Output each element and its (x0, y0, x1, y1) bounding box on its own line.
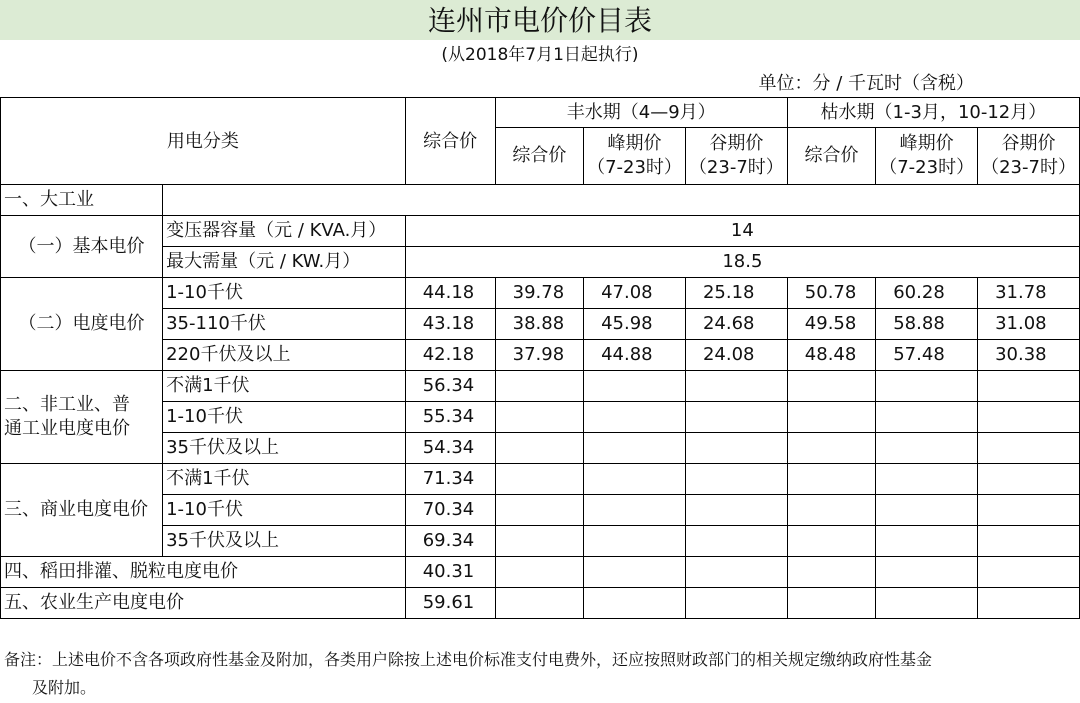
price-cell: 30.38 (978, 340, 1080, 371)
header-wet-combined: 综合价 (495, 128, 583, 185)
section-large-industry: 一、大工业 (1, 185, 163, 216)
footnote (4, 646, 1074, 702)
value-transformer: 14 (405, 216, 1079, 247)
section-basic-price: （一）基本电价 (1, 216, 163, 278)
row-label: 35千伏及以上 (163, 433, 406, 464)
price-cell: 47.08 (584, 278, 686, 309)
row-label-transformer: 变压器容量（元 / KVA.月） (163, 216, 406, 247)
price-cell: 37.98 (495, 340, 583, 371)
price-table (0, 97, 1080, 619)
price-cell: 25.18 (685, 278, 787, 309)
price-cell: 58.88 (876, 309, 978, 340)
header-dry-combined: 综合价 (787, 128, 875, 185)
unit-label: 单位：分 / 千瓦时（含税） (758, 73, 974, 94)
header-dry-valley: 谷期价 （23-7时） (978, 128, 1080, 185)
header-wet-season: 丰水期（4—9月） (495, 98, 787, 128)
section-commercial: 三、商业电度电价 (1, 464, 163, 557)
price-cell: 56.34 (405, 371, 495, 402)
price-cell: 69.34 (405, 526, 495, 557)
price-cell: 57.48 (876, 340, 978, 371)
row-label: 220千伏及以上 (163, 340, 406, 371)
section-agriculture: 五、农业生产电度电价 (1, 588, 406, 619)
header-dry-season: 枯水期（1-3月，10-12月） (787, 98, 1079, 128)
price-cell: 70.34 (405, 495, 495, 526)
price-cell: 24.68 (685, 309, 787, 340)
footnote-line-2: 及附加。 (32, 678, 97, 697)
page-title: 连州市电价价目表 (427, 4, 652, 37)
price-cell: 43.18 (405, 309, 495, 340)
price-cell: 59.61 (405, 588, 495, 619)
header-wet-valley: 谷期价 （23-7时） (685, 128, 787, 185)
value-max-demand: 18.5 (405, 247, 1079, 278)
price-cell: 50.78 (787, 278, 875, 309)
row-label: 1-10千伏 (163, 495, 406, 526)
price-cell: 24.08 (685, 340, 787, 371)
row-label: 35-110千伏 (163, 309, 406, 340)
section-energy-price: （二）电度电价 (1, 278, 163, 371)
price-cell: 31.78 (978, 278, 1080, 309)
price-cell: 39.78 (495, 278, 583, 309)
price-cell: 44.88 (584, 340, 686, 371)
section-general-industry: 二、非工业、普 通工业电度电价 (1, 371, 163, 464)
price-cell: 54.34 (405, 433, 495, 464)
row-label-max-demand: 最大需量（元 / KW.月） (163, 247, 406, 278)
footnote-line-1: 备注：上述电价不含各项政府性基金及附加，各类用户除按上述电价标准支付电费外，还应按照财政部门的相关规定缴纳政府性基金 (4, 650, 933, 669)
header-category: 用电分类 (1, 98, 406, 185)
price-cell: 60.28 (876, 278, 978, 309)
row-label: 35千伏及以上 (163, 526, 406, 557)
empty-cell (163, 185, 1080, 216)
price-cell: 40.31 (405, 557, 495, 588)
price-cell: 48.48 (787, 340, 875, 371)
section-irrigation: 四、稻田排灌、脱粒电度电价 (1, 557, 406, 588)
effective-date: (从2018年7月1日起执行) (441, 45, 639, 65)
row-label: 不满1千伏 (163, 371, 406, 402)
row-label: 1-10千伏 (163, 402, 406, 433)
row-label: 不满1千伏 (163, 464, 406, 495)
price-cell: 55.34 (405, 402, 495, 433)
header-dry-peak: 峰期价 （7-23时） (876, 128, 978, 185)
price-cell: 38.88 (495, 309, 583, 340)
price-cell: 44.18 (405, 278, 495, 309)
header-combined-price: 综合价 (405, 98, 495, 185)
price-cell: 31.08 (978, 309, 1080, 340)
price-cell: 71.34 (405, 464, 495, 495)
price-cell: 42.18 (405, 340, 495, 371)
price-cell: 49.58 (787, 309, 875, 340)
price-cell: 45.98 (584, 309, 686, 340)
row-label: 1-10千伏 (163, 278, 406, 309)
header-wet-peak: 峰期价 （7-23时） (584, 128, 686, 185)
